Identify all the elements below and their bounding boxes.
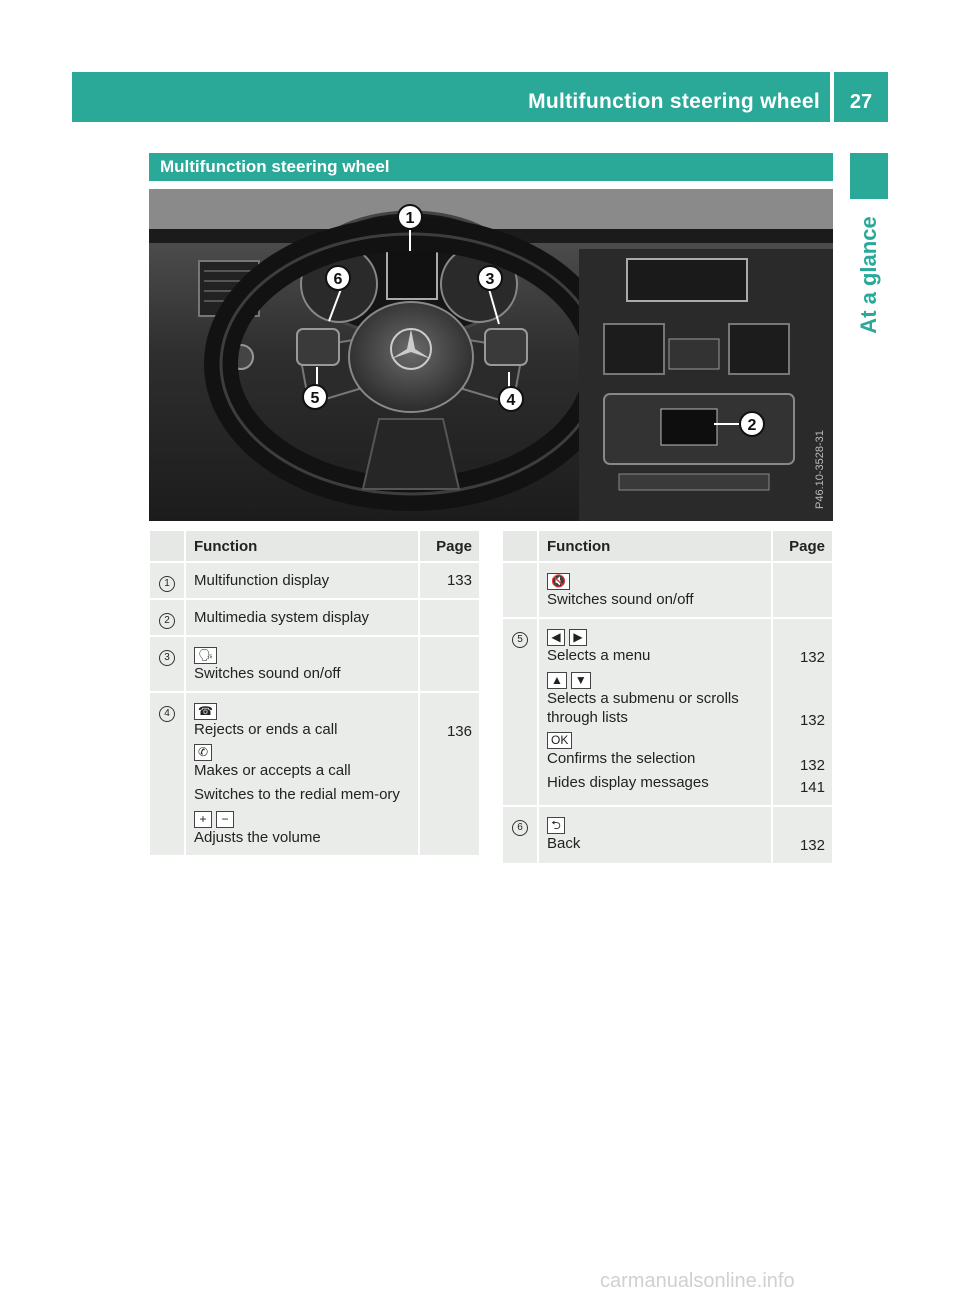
page-cell: 141	[799, 779, 825, 796]
function-text: Switches sound on/off	[194, 665, 341, 682]
item-number: 1	[159, 576, 175, 592]
header-title: Multifunction steering wheel	[528, 90, 820, 113]
function-text: Switches to the redial mem-ory	[194, 786, 400, 803]
running-header	[72, 72, 830, 122]
hang-up-icon: ☎	[194, 703, 217, 720]
function-text: Selects a submenu or scrolls through lists	[547, 690, 739, 726]
table-header-row	[502, 530, 833, 562]
function-header: Function	[185, 530, 419, 562]
function-text: Selects a menu	[547, 647, 651, 664]
function-header: Function	[538, 530, 772, 562]
function-text: Makes or accepts a call	[194, 762, 351, 779]
ok-button-label: OK	[547, 732, 572, 749]
image-code: P46.10-3528-31	[814, 430, 826, 509]
page-cell	[419, 599, 480, 636]
page-cell: 132	[799, 837, 825, 854]
callout-6: 6	[333, 271, 343, 288]
function-cell	[538, 618, 772, 806]
function-text: Back	[547, 835, 581, 852]
function-cell	[538, 562, 772, 618]
phone-icon: ✆	[194, 744, 212, 761]
callout-5: 5	[310, 390, 320, 407]
function-text: Switches sound on/off	[547, 591, 694, 608]
callout-2: 2	[747, 417, 757, 434]
page-cell	[419, 636, 480, 692]
function-cell: Multifunction display	[185, 562, 419, 599]
function-text: Rejects or ends a call	[194, 721, 338, 738]
side-tab-marker	[850, 153, 888, 199]
right-function-table	[501, 529, 834, 865]
plus-minus-icon: + −	[194, 809, 238, 828]
num-header	[502, 530, 538, 562]
watermark: carmanualsonline.info	[600, 1270, 795, 1292]
page-cell: 136	[446, 723, 472, 740]
left-function-table	[148, 529, 481, 857]
function-text: Confirms the selection	[547, 750, 696, 767]
steering-wheel-illustration	[149, 189, 833, 521]
table-row	[502, 562, 833, 618]
left-right-arrows-icon: ◀ ▶	[547, 627, 591, 646]
page-cell: 132	[799, 757, 825, 774]
page-cell: 133	[419, 562, 480, 599]
page-header: Page	[772, 530, 833, 562]
side-tab	[850, 210, 888, 340]
back-icon: ⮌	[547, 817, 565, 834]
item-number: 4	[159, 706, 175, 722]
page-cell: 132	[799, 712, 825, 729]
item-number: 6	[512, 820, 528, 836]
item-number: 3	[159, 650, 175, 666]
page-cell	[772, 562, 833, 618]
page-header: Page	[419, 530, 480, 562]
side-tab-label: At a glance	[856, 216, 881, 334]
table-row	[149, 692, 480, 856]
table-row	[502, 618, 833, 806]
steering-wheel-photo	[149, 189, 833, 521]
voice-icon: 🗣	[194, 647, 217, 664]
table-header-row	[149, 530, 480, 562]
mute-icon: 🔇	[547, 573, 570, 590]
table-row	[149, 636, 480, 692]
page-cell: 132	[799, 649, 825, 666]
function-cell: Multimedia system display	[185, 599, 419, 636]
item-number: 5	[512, 632, 528, 648]
callout-3: 3	[485, 271, 495, 288]
table-row	[502, 806, 833, 864]
page-number: 27	[834, 72, 888, 122]
function-text: Adjusts the volume	[194, 829, 321, 846]
function-text: Hides display messages	[547, 774, 709, 791]
function-cell	[185, 636, 419, 692]
table-row	[149, 599, 480, 636]
function-cell	[185, 692, 419, 856]
up-down-arrows-icon: ▲ ▼	[547, 670, 595, 689]
item-number: 2	[159, 613, 175, 629]
callout-1: 1	[405, 210, 415, 227]
callout-4: 4	[506, 392, 516, 409]
table-row	[149, 562, 480, 599]
section-title: Multifunction steering wheel	[149, 153, 833, 181]
function-cell	[538, 806, 772, 864]
num-header	[149, 530, 185, 562]
